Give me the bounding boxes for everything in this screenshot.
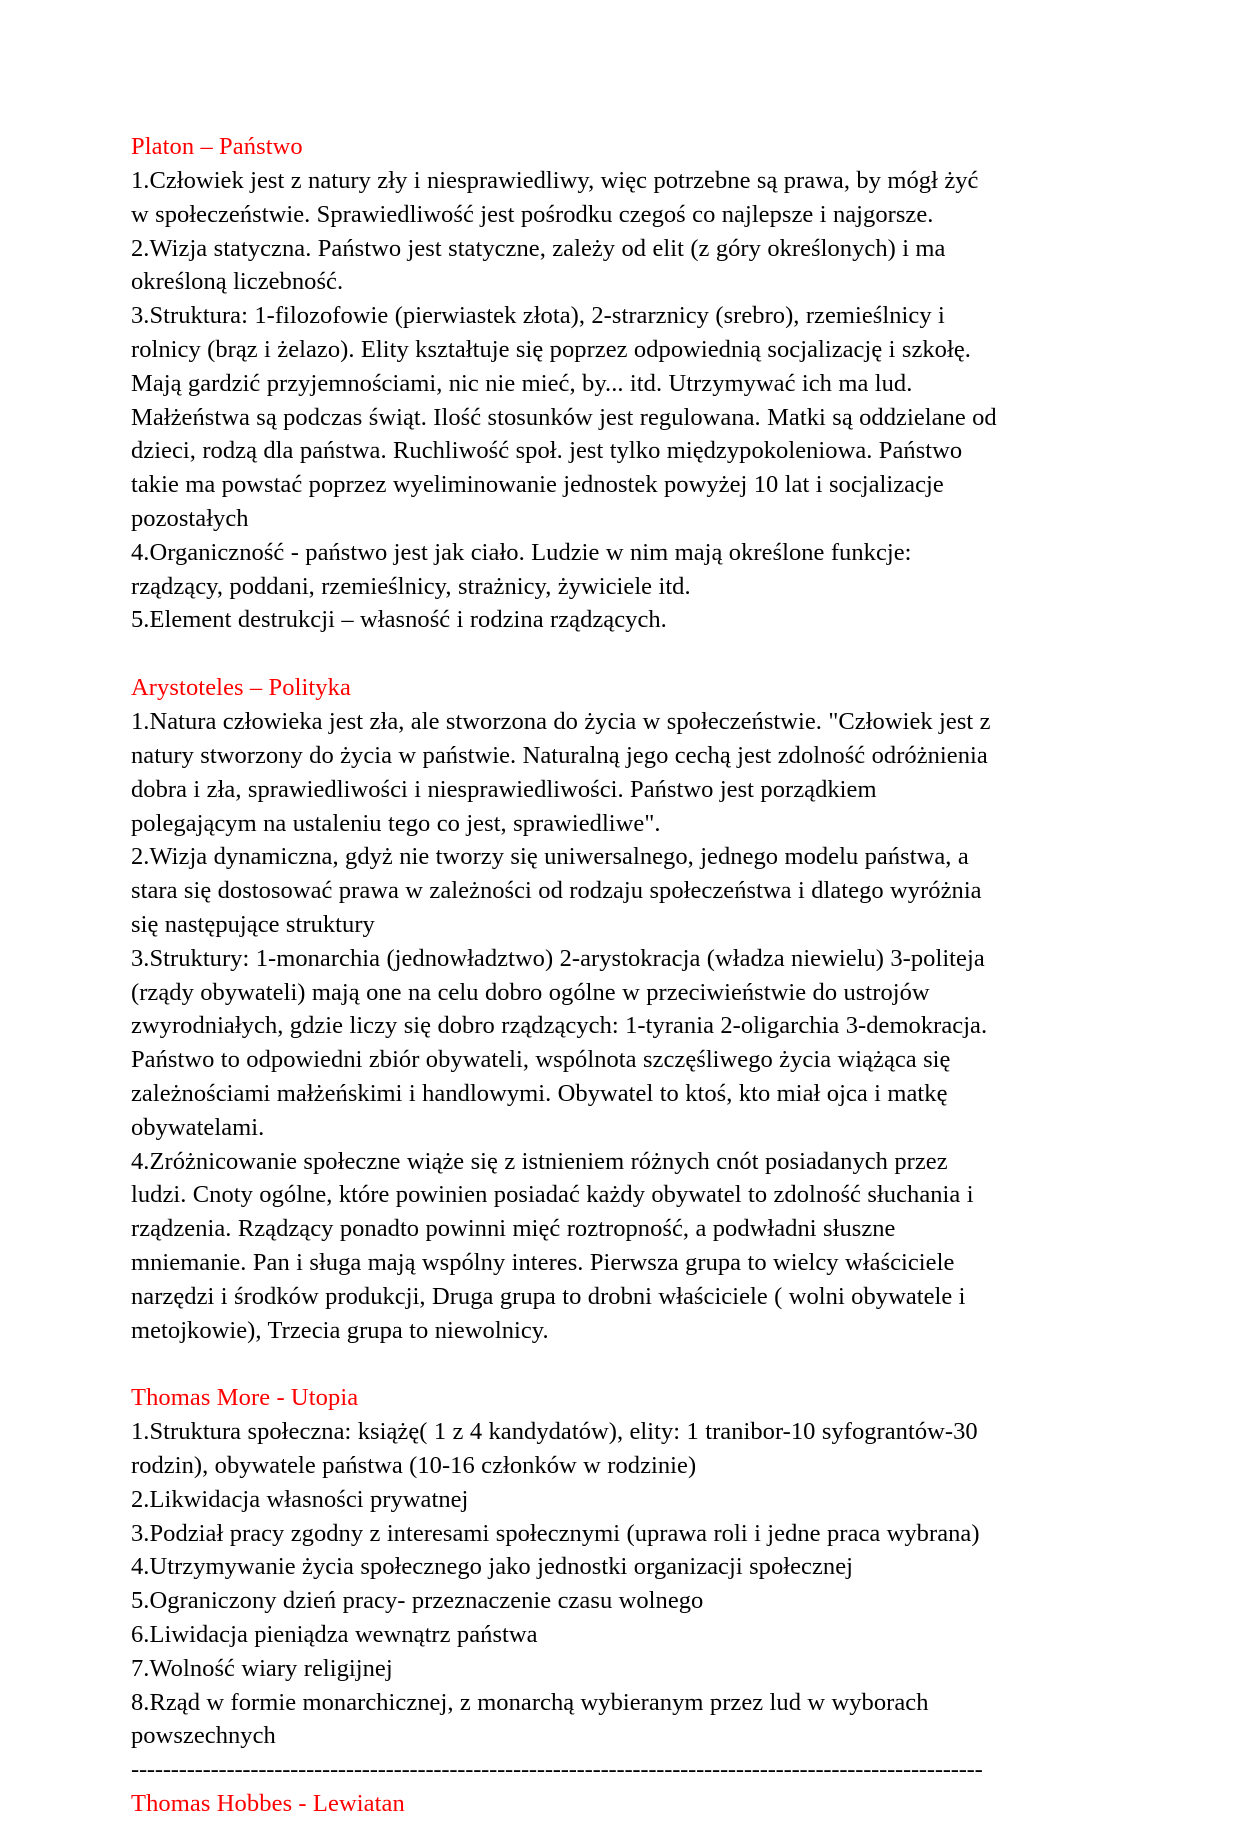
paragraph-platon-3: 3.Struktura: 1-filozofowie (pierwiastek złota), 2-strarznicy (srebro), rzemieślnicy i rolnicy (brąz i żelazo). Elity kształtuje się poprzez odpowiednią socjalizację i szkołę. Mają gardzić przyjemnościami, nic nie mieć, by... itd. Utrzymywać ich ma lud. Małżeństwa są podczas świąt. Ilość stosunków jest regulowana. Matki są oddzielane od dzieci, rodzą dla państwa. Ruchliwość społ. jest tylko międzypokoleniowa. Państwo takie ma powstać poprzez wyeliminowanie jednostek powyżej 10 lat i socjalizacje pozostałych — [131, 302, 997, 532]
paragraph-more-4: 4.Utrzymywanie życia społecznego jako jednostki organizacji społecznej — [131, 1553, 853, 1581]
paragraph-more-2: 2.Likwidacja własności prywatnej — [131, 1485, 469, 1513]
dashed-separator: ----------------------------------------------------------------------------------------------------------- — [131, 1756, 983, 1784]
section-heading-platon: Platon – Państwo — [131, 133, 303, 160]
paragraph-platon-4: 4.Organiczność - państwo jest jak ciało. Ludzie w nim mają określone funkcje: rządzący, poddani, rzemieślnicy, strażnicy, żywiciele itd. — [131, 538, 912, 600]
section-heading-thomas-more: Thomas More - Utopia — [131, 1384, 359, 1412]
paragraph-arystoteles-2: 2.Wizja dynamiczna, gdyż nie tworzy się uniwersalnego, jednego modelu państwa, a stara się dostosować prawa w zależności od rodzaju społeczeństwa i dlatego wyróżnia się następujące struktury — [131, 843, 982, 938]
paragraph-arystoteles-3: 3.Struktury: 1-monarchia (jednowładztwo) 2-arystokracja (władza niewielu) 3-politeja (rządy obywateli) mają one na celu dobro ogólne w przeciwieństwie do ustrojów zwyrodniałych, gdzie liczy się dobro rządzących: 1-tyrania 2-oligarchia 3-demokracja. — [131, 944, 988, 1040]
paragraph-more-8: 8.Rząd w formie monarchicznej, z monarchą wybieranym przez lud w wyborach powszechnych — [131, 1688, 929, 1750]
paragraph-arystoteles-5: 4.Zróżnicowanie społeczne wiąże się z istnieniem różnych cnót posiadanych przez ludzi. Cnoty ogólne, które powinien posiadać każdy obywatel to zdolność słuchania i rządzenia. Rządzący ponadto powinni mięć roztropność, a podwładni słuszne mniemanie. Pan i sługa mają wspólny interes. Pierwsza grupa to wielcy właściciele narzędzi i środków produkcji, Druga grupa to drobni właściciele ( wolni obywatele i metojkowie), Trzecia grupa to niewolnicy. — [131, 1147, 974, 1344]
section-thomas-more — [131, 1381, 997, 1753]
section-gap-2 — [131, 1347, 997, 1381]
section-gap-1 — [131, 637, 997, 671]
paragraph-more-1: 1.Struktura społeczna: książę( 1 z 4 kandydatów), elity: 1 tranibor-10 syfograntów-30 rodzin), obywatele państwa (10-16 członków w rodzinie) — [131, 1418, 978, 1480]
paragraph-platon-5: 5.Element destrukcji – własność i rodzina rządzących. — [131, 606, 667, 634]
paragraph-more-7: 7.Wolność wiary religijnej — [131, 1654, 393, 1682]
document-body — [131, 130, 997, 1821]
paragraph-arystoteles-4: Państwo to odpowiedni zbiór obywateli, wspólnota szczęśliwego życia wiążąca się zależnościami małżeńskimi i handlowymi. Obywatel to ktoś, kto miał ojca i matkę obywatelami. — [131, 1046, 951, 1141]
section-platon — [131, 130, 997, 637]
paragraph-platon-1: 1.Człowiek jest z natury zły i niesprawiedliwy, więc potrzebne są prawa, by mógł żyć w społeczeństwie. Sprawiedliwość jest pośrodku czegoś co najlepsze i najgorsze. — [131, 167, 979, 228]
paragraph-more-6: 6.Liwidacja pieniądza wewnątrz państwa — [131, 1621, 538, 1649]
paragraph-more-5: 5.Ograniczony dzień pracy- przeznaczenie czasu wolnego — [131, 1587, 704, 1615]
paragraph-platon-2: 2.Wizja statyczna. Państwo jest statyczne, zależy od elit (z góry określonych) i ma określoną liczebność. — [131, 234, 946, 296]
section-heading-thomas-hobbes: Thomas Hobbes - Lewiatan — [131, 1790, 405, 1818]
section-heading-arystoteles: Arystoteles – Polityka — [131, 674, 351, 702]
paragraph-more-3: 3.Podział pracy zgodny z interesami społecznymi (uprawa roli i jedne praca wybrana) — [131, 1519, 980, 1547]
paragraph-arystoteles-1: 1.Natura człowieka jest zła, ale stworzona do życia w społeczeństwie. "Człowiek jest z natury stworzony do życia w państwie. Naturalną jego cechą jest zdolność odróżnienia dobra i zła, sprawiedliwości i niesprawiedliwości. Państwo jest porządkiem polegającym na ustaleniu tego co jest, sprawiedliwe". — [131, 708, 991, 837]
section-arystoteles — [131, 671, 997, 1347]
